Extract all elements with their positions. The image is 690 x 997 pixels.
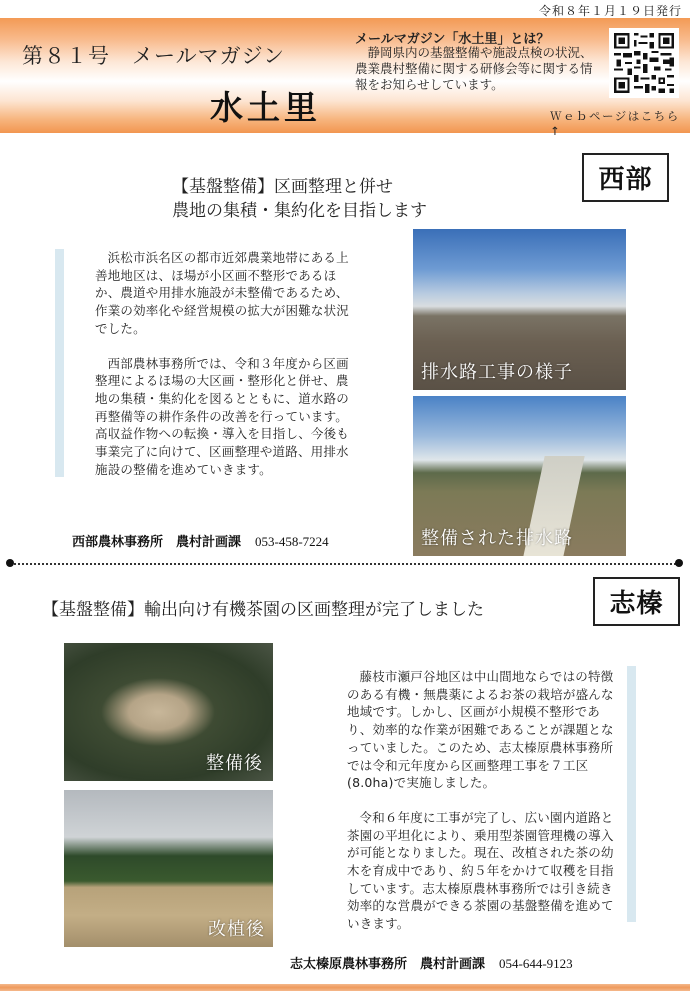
photo-after-maintenance [64, 643, 273, 781]
region-badge-west: 西部 [582, 153, 669, 202]
article-heading-west [172, 175, 427, 223]
contact-phone: 053-458-7224 [255, 534, 329, 549]
region-badge-shida: 志榛 [593, 577, 680, 626]
section-divider [10, 563, 680, 565]
qr-code-icon[interactable] [609, 28, 679, 98]
accent-bar [55, 249, 64, 477]
contact-office: 西部農林事務所 農村計画課 [72, 534, 242, 549]
photo-after-replanting [64, 790, 273, 947]
photo-caption: 排水路工事の様子 [421, 362, 573, 383]
issue-date: 令和８年１月１９日発行 [538, 4, 682, 18]
photo-caption: 整備後 [206, 753, 263, 774]
accent-bar [627, 666, 636, 922]
contact-office: 志太榛原農林事務所 農村計画課 [290, 956, 486, 971]
contact-phone: 054-644-9123 [499, 956, 573, 971]
photo-completed-drainage [413, 396, 626, 556]
about-text: 静岡県内の基盤整備や施設点検の状況、農業農村整備に関する研修会等に関する情報をお知らせしています。 [355, 45, 593, 92]
contact-west [72, 531, 329, 550]
paragraph: 藤枝市瀬戸谷地区は中山間地ならではの特徴のある有機・無農薬によるお茶の栽培が盛んな地域です。しかし、区画が小規模不整形であり、効率的な作業が困難であることが課題となっていました。このため、志太榛原農林事務所では令和元年度から区画整理工事を７工区(8.0ha)で実施しました。 [347, 669, 614, 791]
paragraph: 西部農林事務所では、令和３年度から区画整理によるほ場の大区画・整形化と併せ、農地の集積・集約化を図るとともに、道水路の再整備等の耕作条件の改善を行っています。高収益作物への転換・導入を目指し、今後も事業完了に向けて、区画整理や道路、用排水施設の整備を進めていきます。 [95, 355, 350, 477]
heading-line-2: 農地の集積・集約化を目指します [172, 201, 427, 221]
photo-drainage-construction [413, 229, 626, 390]
paragraph: 令和６年度に工事が完了し、広い園内道路と茶園の平坦化により、乗用型茶園管理機の導入が可能となりました。現在、改植された茶の幼木を育成中であり、約５年をかけて収穫を目指しています。志太榛原農林事務所では引き続き効率的な営農ができる茶園の基盤整備を進めていきます。 [347, 809, 614, 932]
heading-line-1: 【基盤整備】区画整理と併せ [172, 177, 393, 197]
photo-caption: 改植後 [208, 919, 265, 940]
about-title: メールマガジン「水土里」とは？ [355, 32, 550, 47]
article-heading-shida: 【基盤整備】輸出向け有機茶園の区画整理が完了しました [42, 600, 484, 620]
photo-caption: 整備された排水路 [421, 528, 573, 549]
divider-dot [675, 559, 683, 567]
footer-bar [0, 984, 690, 991]
paragraph: 浜松市浜名区の都市近郊農業地帯にある上善地地区は、ほ場が小区画不整形であるほか、農道や用排水施設が未整備であるため、作業の効率化や経営規模の拡大が困難な状況でした。 [95, 250, 350, 336]
newsletter-header [0, 18, 690, 138]
article-body-west [95, 249, 360, 495]
issue-title: 第８１号 メールマガジン [22, 44, 286, 68]
web-page-link[interactable]: Ｗｅｂページはこちら↑ [550, 109, 680, 138]
divider-dot [6, 559, 14, 567]
contact-shida [290, 953, 573, 972]
magazine-name: 水土里 [210, 88, 321, 127]
article-body-shida [347, 668, 622, 950]
